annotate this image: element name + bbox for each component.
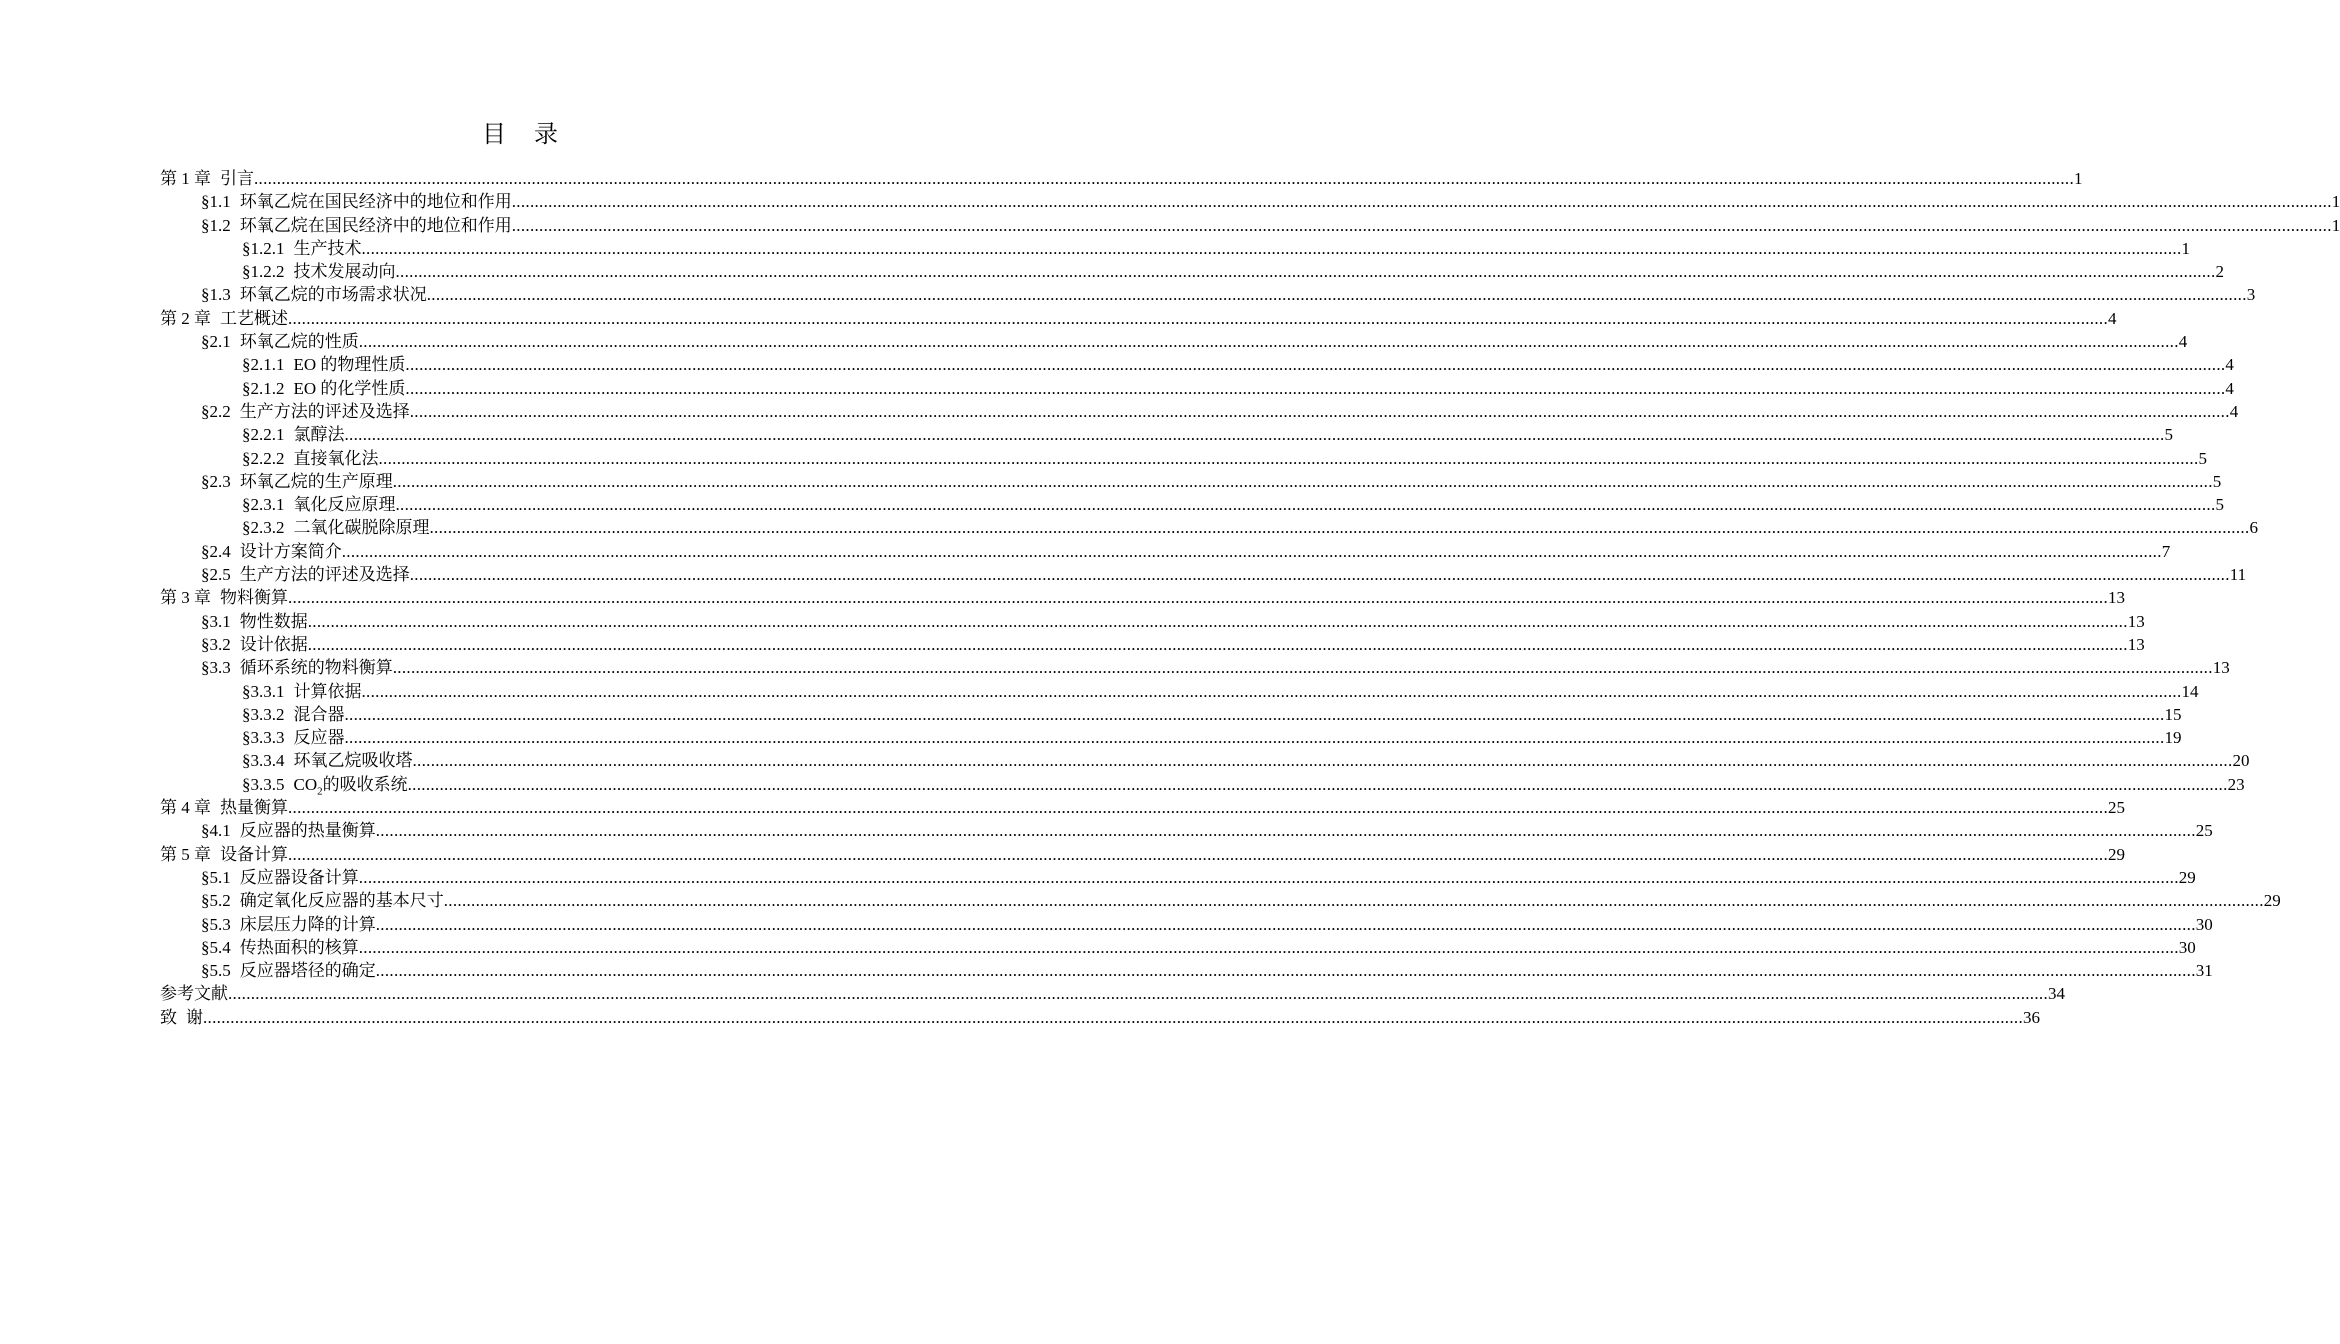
toc-entry[interactable] bbox=[160, 260, 2224, 283]
toc-dot-leader: ................................................................................................................................................................................................................................................................................................................................................................................................................ bbox=[358, 867, 2179, 887]
toc-entry[interactable] bbox=[160, 796, 2125, 819]
toc-entry-text: 传热面积的核算 bbox=[239, 937, 359, 957]
toc-entry-text: 二氧化碳脱除原理 bbox=[293, 518, 430, 538]
toc-entry-title bbox=[160, 307, 288, 330]
toc-entry-text: 物性数据 bbox=[239, 611, 308, 631]
toc-page-number: 7 bbox=[2161, 541, 2171, 561]
toc-entry-title bbox=[201, 283, 427, 306]
toc-entry[interactable] bbox=[160, 237, 2190, 260]
toc-entry-number: §2.1 bbox=[201, 332, 231, 352]
toc-dot-leader: ................................................................................................................................................................................................................................................................................................................................................................................................................ bbox=[288, 844, 2108, 864]
toc-entry-text: 环氧乙烷在国民经济中的地位和作用 bbox=[239, 215, 512, 235]
toc-entry-text: 环氧乙烷吸收塔 bbox=[293, 751, 413, 771]
toc-entry-number: 第 5 章 bbox=[160, 844, 211, 864]
toc-entry-number: §5.1 bbox=[201, 867, 231, 887]
toc-entry[interactable] bbox=[160, 726, 2182, 749]
toc-entry[interactable] bbox=[160, 866, 2196, 889]
toc-entry[interactable] bbox=[160, 190, 2340, 213]
toc-page-number: 5 bbox=[2164, 425, 2173, 445]
toc-entry-title bbox=[242, 516, 430, 539]
toc-entry-title bbox=[201, 214, 512, 237]
toc-dot-leader: ................................................................................................................................................................................................................................................................................................................................................................................................................ bbox=[412, 751, 2233, 771]
toc-entry[interactable] bbox=[160, 936, 2196, 959]
toc-entry[interactable] bbox=[160, 330, 2188, 353]
toc-entry-title bbox=[242, 377, 405, 400]
toc-entry-title bbox=[242, 353, 405, 376]
toc-page-number: 13 bbox=[2212, 658, 2230, 678]
toc-dot-leader: ................................................................................................................................................................................................................................................................................................................................................................................................................ bbox=[429, 518, 2250, 538]
toc-entry-subscript: 2 bbox=[317, 785, 323, 798]
toc-page-number: 2 bbox=[2215, 262, 2224, 282]
toc-entry-number: §4.1 bbox=[201, 821, 231, 841]
toc-entry-number: §2.1.1 bbox=[242, 355, 285, 375]
toc-page-number: 4 bbox=[2108, 308, 2117, 328]
toc-entry[interactable] bbox=[160, 889, 2281, 912]
toc-entry-title bbox=[242, 749, 413, 772]
toc-dot-leader: ................................................................................................................................................................................................................................................................................................................................................................................................................ bbox=[358, 937, 2179, 957]
toc-entry[interactable] bbox=[160, 819, 2213, 842]
toc-page-number: 1 bbox=[2331, 215, 2340, 235]
toc-page-number: 3 bbox=[2246, 285, 2256, 305]
toc-entry-number: §5.3 bbox=[201, 914, 231, 934]
toc-entry-number: 第 2 章 bbox=[160, 308, 211, 328]
toc-page-number: 5 bbox=[2212, 471, 2222, 491]
toc-dot-leader: ................................................................................................................................................................................................................................................................................................................................................................................................................ bbox=[307, 611, 2128, 631]
toc-entry-title bbox=[242, 260, 396, 283]
toc-page-number: 4 bbox=[2225, 355, 2234, 375]
toc-entry-text: 生产技术 bbox=[293, 238, 362, 258]
toc-entry-text: EO 的物理性质 bbox=[293, 355, 406, 375]
toc-entry-number: §5.4 bbox=[201, 937, 231, 957]
toc-dot-leader: ................................................................................................................................................................................................................................................................................................................................................................................................................ bbox=[288, 798, 2108, 818]
toc-dot-leader: ................................................................................................................................................................................................................................................................................................................................................................................................................ bbox=[344, 425, 2165, 445]
toc-dot-leader: ................................................................................................................................................................................................................................................................................................................................................................................................................ bbox=[511, 215, 2332, 235]
toc-entry[interactable] bbox=[160, 913, 2213, 936]
toc-dot-leader: ................................................................................................................................................................................................................................................................................................................................................................................................................ bbox=[395, 262, 2216, 282]
toc-entry-number: §1.1 bbox=[201, 192, 231, 212]
toc-entry[interactable] bbox=[160, 703, 2182, 726]
toc-entry-text: 技术发展动向 bbox=[293, 262, 396, 282]
toc-entry[interactable] bbox=[160, 493, 2224, 516]
toc-entry-text: 直接氧化法 bbox=[293, 448, 379, 468]
toc-entry-text: 反应器 bbox=[293, 728, 345, 748]
toc-entry-text: 谢 bbox=[186, 1007, 203, 1027]
toc-entry-title bbox=[201, 190, 512, 213]
toc-entry-number: §3.3.1 bbox=[242, 681, 285, 701]
toc-entry-number: 第 4 章 bbox=[160, 798, 211, 818]
toc-entry-title bbox=[201, 400, 410, 423]
toc-entry-text: 热量衡算 bbox=[220, 798, 288, 818]
toc-entry-number: §2.5 bbox=[201, 565, 231, 585]
toc-entry-text: 床层压力降的计算 bbox=[239, 914, 376, 934]
toc-entry-text: 确定氧化反应器的基本尺寸 bbox=[239, 891, 444, 911]
toc-page-number: 31 bbox=[2195, 961, 2213, 981]
toc-page-number: 29 bbox=[2263, 891, 2281, 911]
toc-page-number: 6 bbox=[2249, 518, 2258, 538]
toc-entry-number: 第 3 章 bbox=[160, 588, 211, 608]
toc-entry-number: §3.2 bbox=[201, 634, 231, 654]
toc-entry-number: §2.2.1 bbox=[242, 425, 285, 445]
toc-entry-number: §2.3 bbox=[201, 471, 231, 491]
toc-dot-leader: ................................................................................................................................................................................................................................................................................................................................................................................................................ bbox=[288, 308, 2108, 328]
toc-entry-text: 设计依据 bbox=[239, 634, 308, 654]
toc-entry-title bbox=[160, 167, 254, 190]
toc-dot-leader: ................................................................................................................................................................................................................................................................................................................................................................................................................ bbox=[511, 192, 2332, 212]
toc-page-number: 5 bbox=[2215, 495, 2224, 515]
toc-entry-number: §2.3.1 bbox=[242, 495, 285, 515]
toc-entry-title bbox=[201, 889, 444, 912]
toc-entry-text: EO 的化学性质 bbox=[293, 378, 406, 398]
table-of-contents bbox=[160, 167, 2340, 1029]
toc-entry-number: 致 bbox=[160, 1007, 177, 1027]
toc-entry-number: §2.4 bbox=[201, 541, 231, 561]
toc-entry-number: §3.3.2 bbox=[242, 704, 285, 724]
toc-entry[interactable] bbox=[160, 656, 2230, 679]
toc-entry[interactable] bbox=[160, 773, 2245, 798]
toc-entry-title bbox=[201, 819, 376, 842]
toc-dot-leader: ................................................................................................................................................................................................................................................................................................................................................................................................................ bbox=[409, 565, 2230, 585]
toc-dot-leader: ................................................................................................................................................................................................................................................................................................................................................................................................................ bbox=[426, 285, 2247, 305]
toc-dot-leader: ................................................................................................................................................................................................................................................................................................................................................................................................................ bbox=[392, 658, 2213, 678]
toc-entry-title bbox=[201, 540, 342, 563]
toc-entry[interactable] bbox=[160, 214, 2340, 237]
toc-entry[interactable] bbox=[160, 586, 2125, 609]
toc-entry-title bbox=[201, 656, 393, 679]
toc-entry-number: §2.2.2 bbox=[242, 448, 285, 468]
toc-page-number: 30 bbox=[2195, 914, 2213, 934]
toc-entry-number: §3.3.3 bbox=[242, 728, 285, 748]
toc-dot-leader: ................................................................................................................................................................................................................................................................................................................................................................................................................ bbox=[375, 961, 2196, 981]
toc-dot-leader: ................................................................................................................................................................................................................................................................................................................................................................................................................ bbox=[361, 681, 2182, 701]
toc-page-number: 13 bbox=[2127, 634, 2145, 654]
toc-entry-text: 环氧乙烷的生产原理 bbox=[239, 471, 393, 491]
toc-entry-number: §5.5 bbox=[201, 961, 231, 981]
toc-dot-leader: ................................................................................................................................................................................................................................................................................................................................................................................................................ bbox=[407, 774, 2228, 794]
toc-entry-text: 反应器塔径的确定 bbox=[239, 961, 376, 981]
toc-entry-text: 氯醇法 bbox=[293, 425, 345, 445]
toc-entry-text: 循环系统的物料衡算 bbox=[239, 658, 393, 678]
toc-entry[interactable] bbox=[160, 610, 2145, 633]
toc-entry-number: §1.2 bbox=[201, 215, 231, 235]
toc-entry[interactable] bbox=[160, 680, 2199, 703]
toc-entry[interactable] bbox=[160, 516, 2258, 539]
toc-dot-leader: ................................................................................................................................................................................................................................................................................................................................................................................................................ bbox=[228, 984, 2048, 1004]
toc-dot-leader: ................................................................................................................................................................................................................................................................................................................................................................................................................ bbox=[443, 891, 2264, 911]
toc-entry[interactable] bbox=[160, 447, 2207, 470]
toc-dot-leader: ................................................................................................................................................................................................................................................................................................................................................................................................................ bbox=[358, 332, 2179, 352]
toc-entry-number: §1.2.2 bbox=[242, 262, 285, 282]
toc-entry-text: 环氧乙烷的市场需求状况 bbox=[239, 285, 427, 305]
toc-entry-title bbox=[201, 610, 308, 633]
toc-entry[interactable] bbox=[160, 749, 2250, 772]
toc-entry-number: §3.1 bbox=[201, 611, 231, 631]
toc-entry[interactable] bbox=[160, 633, 2145, 656]
toc-entry-title bbox=[242, 237, 362, 260]
toc-dot-leader: ................................................................................................................................................................................................................................................................................................................................................................................................................ bbox=[344, 728, 2165, 748]
toc-entry[interactable] bbox=[160, 563, 2247, 586]
toc-entry-text: 生产方法的评述及选择 bbox=[239, 401, 410, 421]
toc-entry-title bbox=[242, 447, 379, 470]
toc-entry-title bbox=[201, 936, 359, 959]
toc-page-number: 1 bbox=[2331, 192, 2340, 212]
toc-dot-leader: ................................................................................................................................................................................................................................................................................................................................................................................................................ bbox=[307, 634, 2128, 654]
toc-page-number: 4 bbox=[2178, 332, 2188, 352]
toc-entry-title bbox=[201, 330, 359, 353]
toc-dot-leader: ................................................................................................................................................................................................................................................................................................................................................................................................................ bbox=[341, 541, 2162, 561]
toc-entry[interactable] bbox=[160, 353, 2234, 376]
toc-entry-title bbox=[242, 703, 345, 726]
toc-entry-title bbox=[201, 913, 376, 936]
toc-page-number: 14 bbox=[2181, 681, 2199, 701]
toc-page-number: 25 bbox=[2108, 798, 2125, 818]
toc-page-number: 5 bbox=[2198, 448, 2207, 468]
toc-entry[interactable] bbox=[160, 377, 2234, 400]
toc-page-number: 29 bbox=[2178, 867, 2196, 887]
toc-entry-title bbox=[242, 423, 345, 446]
toc-dot-leader: ................................................................................................................................................................................................................................................................................................................................................................................................................ bbox=[375, 821, 2196, 841]
toc-entry-number: §5.2 bbox=[201, 891, 231, 911]
toc-entry-text: 反应器设备计算 bbox=[239, 867, 359, 887]
toc-entry-number: §2.3.2 bbox=[242, 518, 285, 538]
toc-entry-number: §2.1.2 bbox=[242, 378, 285, 398]
toc-page-number: 25 bbox=[2195, 821, 2213, 841]
toc-page-number: 19 bbox=[2164, 728, 2182, 748]
toc-entry-title bbox=[242, 726, 345, 749]
toc-entry[interactable] bbox=[160, 307, 2117, 330]
toc-entry-number: §3.3 bbox=[201, 658, 231, 678]
toc-page-number: 1 bbox=[2074, 169, 2083, 188]
toc-dot-leader: ................................................................................................................................................................................................................................................................................................................................................................................................................ bbox=[405, 355, 2226, 375]
toc-dot-leader: ................................................................................................................................................................................................................................................................................................................................................................................................................ bbox=[203, 1007, 2023, 1027]
toc-page-number: 1 bbox=[2181, 238, 2190, 258]
page-title-char-2: 录 bbox=[534, 120, 558, 148]
toc-entry-title bbox=[160, 796, 288, 819]
toc-entry-text: 环氧乙烷的性质 bbox=[239, 332, 359, 352]
toc-entry-title bbox=[242, 773, 408, 796]
toc-entry-number: §2.2 bbox=[201, 401, 231, 421]
toc-entry-text: 计算依据 bbox=[293, 681, 362, 701]
toc-entry[interactable] bbox=[160, 423, 2173, 446]
toc-page-number: 29 bbox=[2108, 844, 2125, 864]
toc-entry-text: 混合器 bbox=[293, 704, 345, 724]
toc-dot-leader: ................................................................................................................................................................................................................................................................................................................................................................................................................ bbox=[378, 448, 2199, 468]
toc-entry-text: 生产方法的评述及选择 bbox=[239, 565, 410, 585]
toc-entry-text: CO bbox=[293, 774, 318, 794]
toc-entry-text: 设计方案简介 bbox=[239, 541, 342, 561]
toc-page-number: 13 bbox=[2108, 588, 2125, 608]
toc-entry-text: 环氧乙烷在国民经济中的地位和作用 bbox=[239, 192, 512, 212]
toc-entry-text: 工艺概述 bbox=[220, 308, 288, 328]
toc-entry-title bbox=[201, 633, 308, 656]
toc-page-number: 30 bbox=[2178, 937, 2196, 957]
toc-dot-leader: ................................................................................................................................................................................................................................................................................................................................................................................................................ bbox=[288, 588, 2108, 608]
toc-dot-leader: ................................................................................................................................................................................................................................................................................................................................................................................................................ bbox=[344, 704, 2165, 724]
toc-entry-text: 引言 bbox=[220, 169, 254, 188]
toc-entry-title bbox=[160, 1006, 203, 1029]
toc-entry-number: §3.3.4 bbox=[242, 751, 285, 771]
toc-entry-title bbox=[242, 680, 362, 703]
toc-entry-number: 第 1 章 bbox=[160, 169, 211, 188]
toc-entry-title bbox=[160, 586, 288, 609]
toc-entry[interactable] bbox=[160, 1006, 2040, 1029]
toc-dot-leader: ................................................................................................................................................................................................................................................................................................................................................................................................................ bbox=[392, 471, 2213, 491]
toc-dot-leader: ................................................................................................................................................................................................................................................................................................................................................................................................................ bbox=[409, 401, 2230, 421]
toc-entry[interactable] bbox=[160, 283, 2256, 306]
toc-entry-text: 参考文献 bbox=[160, 984, 228, 1004]
toc-entry[interactable] bbox=[160, 400, 2239, 423]
toc-page-number: 20 bbox=[2232, 751, 2250, 771]
toc-entry-title bbox=[242, 493, 396, 516]
page-title-char-1: 目 bbox=[482, 120, 506, 148]
toc-entry-text: 的吸收系统 bbox=[322, 774, 408, 794]
toc-entry-title bbox=[160, 982, 228, 1005]
toc-page-number: 4 bbox=[2225, 378, 2234, 398]
toc-entry[interactable] bbox=[160, 540, 2171, 563]
toc-entry-text: 反应器的热量衡算 bbox=[239, 821, 376, 841]
toc-entry-text: 氧化反应原理 bbox=[293, 495, 396, 515]
toc-dot-leader: ................................................................................................................................................................................................................................................................................................................................................................................................................ bbox=[405, 378, 2226, 398]
toc-entry-title bbox=[201, 866, 359, 889]
toc-entry[interactable] bbox=[160, 470, 2222, 493]
toc-entry[interactable] bbox=[160, 167, 2083, 190]
toc-page-number: 13 bbox=[2127, 611, 2145, 631]
toc-entry-number: §1.3 bbox=[201, 285, 231, 305]
toc-entry-title bbox=[201, 470, 393, 493]
toc-entry-number: §3.3.5 bbox=[242, 774, 285, 794]
toc-dot-leader: ................................................................................................................................................................................................................................................................................................................................................................................................................ bbox=[375, 914, 2196, 934]
toc-page-number: 11 bbox=[2229, 565, 2247, 585]
toc-entry-title bbox=[160, 843, 288, 866]
toc-entry-title bbox=[201, 563, 410, 586]
page-title bbox=[0, 114, 1040, 149]
toc-page-number: 4 bbox=[2229, 401, 2239, 421]
toc-entry[interactable] bbox=[160, 982, 2065, 1005]
toc-page-number: 15 bbox=[2164, 704, 2182, 724]
toc-entry[interactable] bbox=[160, 959, 2213, 982]
toc-page-number: 36 bbox=[2023, 1007, 2040, 1027]
toc-dot-leader: ................................................................................................................................................................................................................................................................................................................................................................................................................ bbox=[361, 238, 2182, 258]
toc-entry-text: 物料衡算 bbox=[220, 588, 288, 608]
toc-dot-leader: ................................................................................................................................................................................................................................................................................................................................................................................................................ bbox=[395, 495, 2216, 515]
toc-entry-number: §1.2.1 bbox=[242, 238, 285, 258]
toc-entry[interactable] bbox=[160, 843, 2125, 866]
toc-page-number: 34 bbox=[2048, 984, 2065, 1004]
toc-dot-leader: ................................................................................................................................................................................................................................................................................................................................................................................................................ bbox=[254, 169, 2074, 188]
toc-entry-title bbox=[201, 959, 376, 982]
toc-page-number: 23 bbox=[2227, 774, 2245, 794]
toc-entry-text: 设备计算 bbox=[220, 844, 288, 864]
